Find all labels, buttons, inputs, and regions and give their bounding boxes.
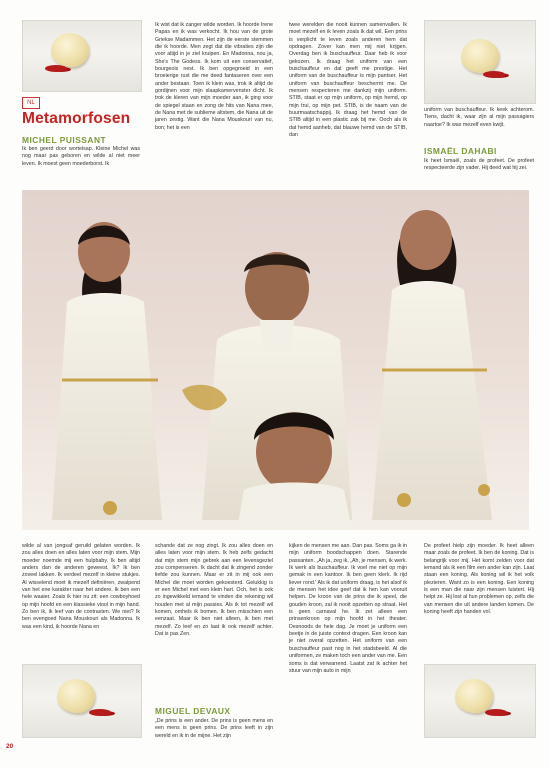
paragraph: „De prins is een ander. De prins is geen mens en een mens is geen prins. De prins leeft in zijn wereld en ik in de mijne. Het zijn xyxy=(155,718,273,739)
paragraph: twee werelden die nooit kunnen samenvallen. Ik moet mezelf en ik leven zoals ik dat wil. Een prins is verplicht te leven zoals anderen hem dat opdragen. Zover kan men mij niet krijgen. Overdag ben ik buschauffeur. Daar heb ik voor gekozen. Ik draag het uniform van een buschauffeur en dat geeft me prestige. Het uniform van de buschauffeur is mijn pantser. Het uniform van buschauffeur beschermt me. De mensen respecteren me dankzij mijn uniform. STIB, staat er op mijn uniform, op mijn hemd, op mijn trui, op mijn pet. STIB, is de naam van de buurmaatschappij. Ik draag het hemd van de STIB altijd in een plastic zak bij me. Ooch als ik dat hemd aanheb, dat blauwe hemd van de STIB, dan xyxy=(289,22,407,139)
paragraph: kijken de mensen me aan. Dan pas. Soms ga ik in mijn uniform boodschappen doen. Starende passanten. „Ah ja, zeg ik, „Ah, je mensen, ik werk. Ik werk als buschauffeur. Ik voel me niet op mijn gemak in een kantoor. Ik ben geen klerk. Ik rijd liever rond.' Als ik dat uniform draag, is het alsof ik de mensen het idee geef dat ik hen kan vooruit helpen. De kroon van de prins die ik speel, die gouden kroon, zal ik nooit opzetten op straat. Het is geen carnaval he. Ik zet alleen een prinsenkroon op mijn hoofd in het theater. Desnoods de hele dag. Je moet je uniform een beetje in de juiste context dragen. Een kroon kan je niet overal opzetten. Het uniform van een buschauffeur past nog in het stadsbeeld. Al die uniformen, ze maken toch een ander van me. Een soms is dat verwarrend. Laatst zat ik achter het stuur van mijn auto in mijn xyxy=(289,543,407,674)
red-splash-icon xyxy=(483,71,505,78)
girl-right xyxy=(372,210,492,520)
paragraph: Ik ben geerd door wortelsap. Kleine Michel was nog maar pas geboren en wilde al niet meer leven. Ik moest geen moederborst. Ik xyxy=(22,146,140,167)
author-michel: MICHEL PUISSANT xyxy=(22,135,107,145)
paragraph: Ik heet Ismaël, zoals de profeet. De profeet respecteerde zijn vader. Hij deed wat hij zei. xyxy=(424,158,534,172)
page-number: 20 xyxy=(6,743,14,750)
red-splash-icon xyxy=(89,709,111,716)
red-splash-icon xyxy=(485,709,507,716)
author-ismael: ISMAËL DAHABI xyxy=(424,146,497,156)
column-2-miguel xyxy=(155,718,273,740)
heart-photo-bottom-left xyxy=(22,664,142,738)
author-miguel: MIGUEL DEVAUX xyxy=(155,706,231,716)
language-tag: NL xyxy=(22,97,40,109)
column-4-bottom xyxy=(424,543,534,616)
girl-left xyxy=(52,222,162,520)
sculpted-heart-icon xyxy=(455,679,493,713)
heart-photo-top-right xyxy=(424,20,536,104)
sculpted-heart-icon xyxy=(57,679,95,713)
column-2-bottom xyxy=(155,543,273,638)
column-4-mid xyxy=(424,158,534,173)
column-3-bottom xyxy=(289,543,407,675)
article-title: Metamorfosen xyxy=(22,110,131,127)
column-2-top xyxy=(155,22,273,132)
column-1-top xyxy=(22,146,140,168)
heart-photo-bottom-right xyxy=(424,664,536,738)
main-photo-children xyxy=(22,190,529,530)
children-illustration xyxy=(22,190,529,530)
red-splash-icon xyxy=(45,65,67,72)
column-1-bottom xyxy=(22,543,140,631)
heart-photo-top-left xyxy=(22,20,142,92)
paragraph: De profeet hielp zijn moeder. Ik heet alleen maar zoals de profeet. Ik ben de koning. Dat is belangrijk voor mij. Het komt zelden voor dat iemand als ik een film een ander kan zijn. Laat staan een koning. Als koning wil ik het volk plezieren. Want zo is een koning. Een koning is een man die naar zijn mensen luistert. Hij helpt ze. Hij lost al hun problemen op, zelfs die van mensen die uit andere landen komen. De koning heeft zijn handen vol. xyxy=(424,543,534,616)
paragraph: Ik wist dat ik zanger wilde worden. Ik hoorde Irene Papas en ik was verkocht. Ik hou van de grote Griekse Madammen. Het zijn de eerste stemmen die ik hoorde. Men zegt dat die vibraties zijn die voor altijd in je ziel kruipen. En Madonna, nou ja, She's The Godess. Ik kom uit een conservatief, bourgeois nest. Ik ben opgegroeid in een broeierige rust die me deed fantaseren over een ander bestaan. Toen ik klein was, trok ik altijd de gordijnen voor mijn slaapkamervenster dicht. Ik trok de kleren van mijn moeder aan, ik ging voor de spiegel staan en zong de hits van Nana mee, de Nana met de sublieme altstem, die Nana uit de jaren zestig. Want die Nana Mouskouri van nu, bon; het is een xyxy=(155,22,273,131)
paragraph: uniform van buschauffeur. Ik keek achterom. Tiens, dacht ik, waar zijn al mijn passagiers naartoe? Ik was mezelf even kwijt. xyxy=(424,107,534,128)
column-4-top xyxy=(424,107,534,129)
sculpted-heart-icon xyxy=(461,39,499,73)
column-3-top xyxy=(289,22,407,140)
paragraph: wilde al van jongsaf geruild gelaten worden. Ik zou alles doen en alles laten voor mijn stem. Mijn moeder noemde mij een hulpbaby. Ik ben altijd anders dan de anderen geweest. Ik? Ik ben zoveel lakken. Ik verdeel mezelf in kleine stukjes. Al wisselend moet ik mezelf definiëren, zwalpend van het ene karakter naar het andere. Ik ben een hele waaier. Zoals ik hier nu zit: een cowboyhoed op mijn hoofd en een klassieke viool in mijn hand. Zo ben ik, ik leef van de contrasten. We niet? Ik ben evengoed Nana Mouskouri als Madonna. Ik was een kind, ik hoorde Nana en xyxy=(22,543,140,630)
paragraph: schande dat ze nog zingt. Ik zou alles doen en alles laten voor mijn stem. Ik heb zelfs gedacht dat mijn stem mijn gebrek aan een levensgeziel zou compenseren. Ik dacht dat ik zingend zonder liefde zou kunnen. Maar er zit in mij ook een Michel die moet worden gekoesterd. Gelukkig is er een Michel met een klein hart. Och, het is ook zo ingewikkeld iemand te vinden die rekening wil houden met al mijn passies. Als ik tot mezelf wil komen, omhels ik bomen. Ik ben misschien een eenzaat. Maar ik ben niet alleen, ik ben met mezelf. Zo leef en zo laat ik ook mezelf achter. Dat is pas Zen. xyxy=(155,543,273,638)
sculpted-heart-icon xyxy=(51,33,89,67)
